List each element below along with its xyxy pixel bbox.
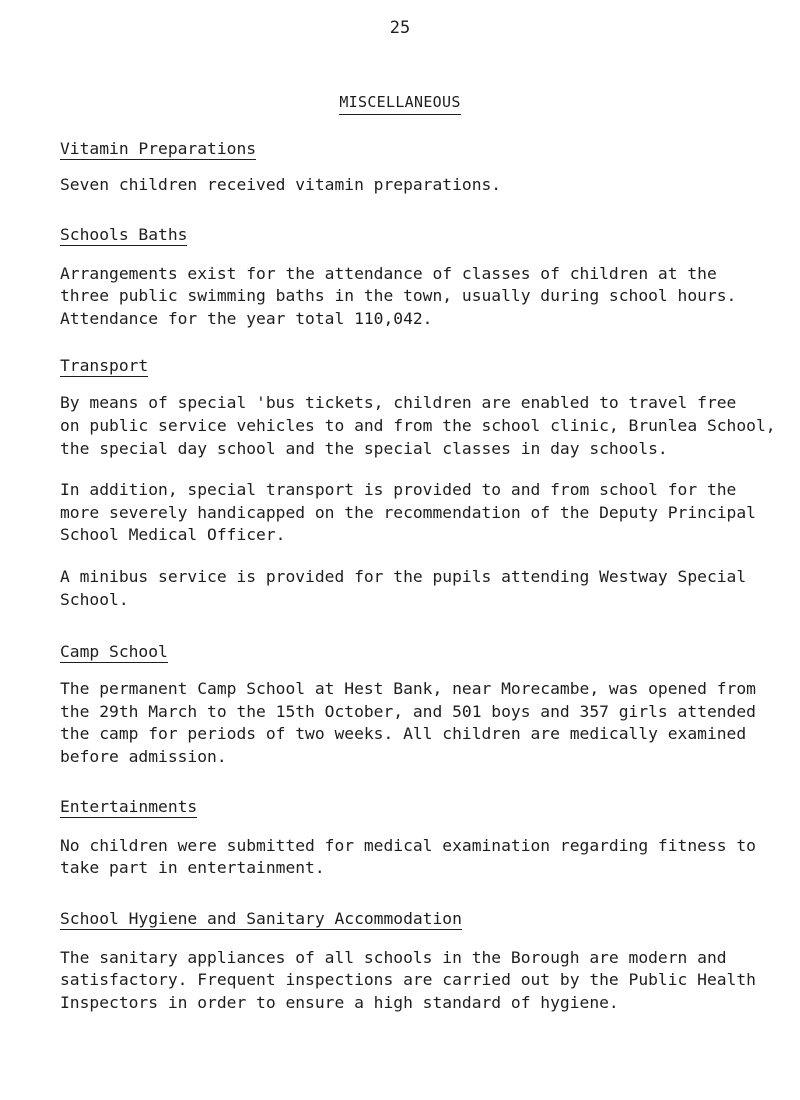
section-paragraph: A minibus service is provided for the pupils attending Westway Special School. [60, 566, 747, 609]
section-heading: Schools Baths [60, 224, 188, 244]
section-school-hygiene [60, 908, 790, 1015]
section-paragraph: The permanent Camp School at Hest Bank, near Morecambe, was opened from the 29th March to the 15th October, and 501 boys and 357 girls attended the camp for periods of two weeks. All children are medically examined before admission. [60, 679, 756, 766]
section-heading: Vitamin Preparations [60, 139, 257, 158]
section-paragraph: Arrangements exist for the attendance of classes of children at the three public swimming baths in the town, usually during school hours. Attendance for the year total 110,042. [60, 263, 737, 328]
section-paragraph: Seven children received vitamin preparations. [60, 175, 502, 194]
section-heading: School Hygiene and Sanitary Accommodation [60, 908, 462, 928]
page-title [0, 93, 800, 111]
section-heading: Camp School [60, 642, 168, 662]
section-heading: Transport [60, 356, 149, 376]
section-paragraph: By means of special 'bus tickets, children are enabled to travel free on public service vehicles to and from the school clinic, Brunlea School, the special day school and the special classes in day schools. [60, 393, 776, 458]
section-paragraph: In addition, special transport is provided to and from school for the more severely handicapped on the recommendation of the Deputy Principal School Medical Officer. [60, 480, 756, 545]
section-heading: Entertainments [60, 796, 198, 816]
section-paragraph: The sanitary appliances of all schools in the Borough are modern and satisfactory. Frequent inspections are carried out by the Public Health Inspectors in order to ensure a high standard of hygiene. [60, 947, 756, 1012]
section-paragraph: No children were submitted for medical examination regarding fitness to take part in entertainment. [60, 835, 756, 878]
page-number: 25 [389, 18, 411, 38]
document-body [60, 138, 790, 1014]
section-entertainments [60, 796, 790, 880]
section-vitamin-preparations [60, 138, 790, 197]
section-transport [60, 355, 790, 611]
section-schools-baths [60, 224, 790, 331]
page-title-text: MISCELLANEOUS [339, 93, 460, 115]
section-camp-school [60, 641, 790, 768]
